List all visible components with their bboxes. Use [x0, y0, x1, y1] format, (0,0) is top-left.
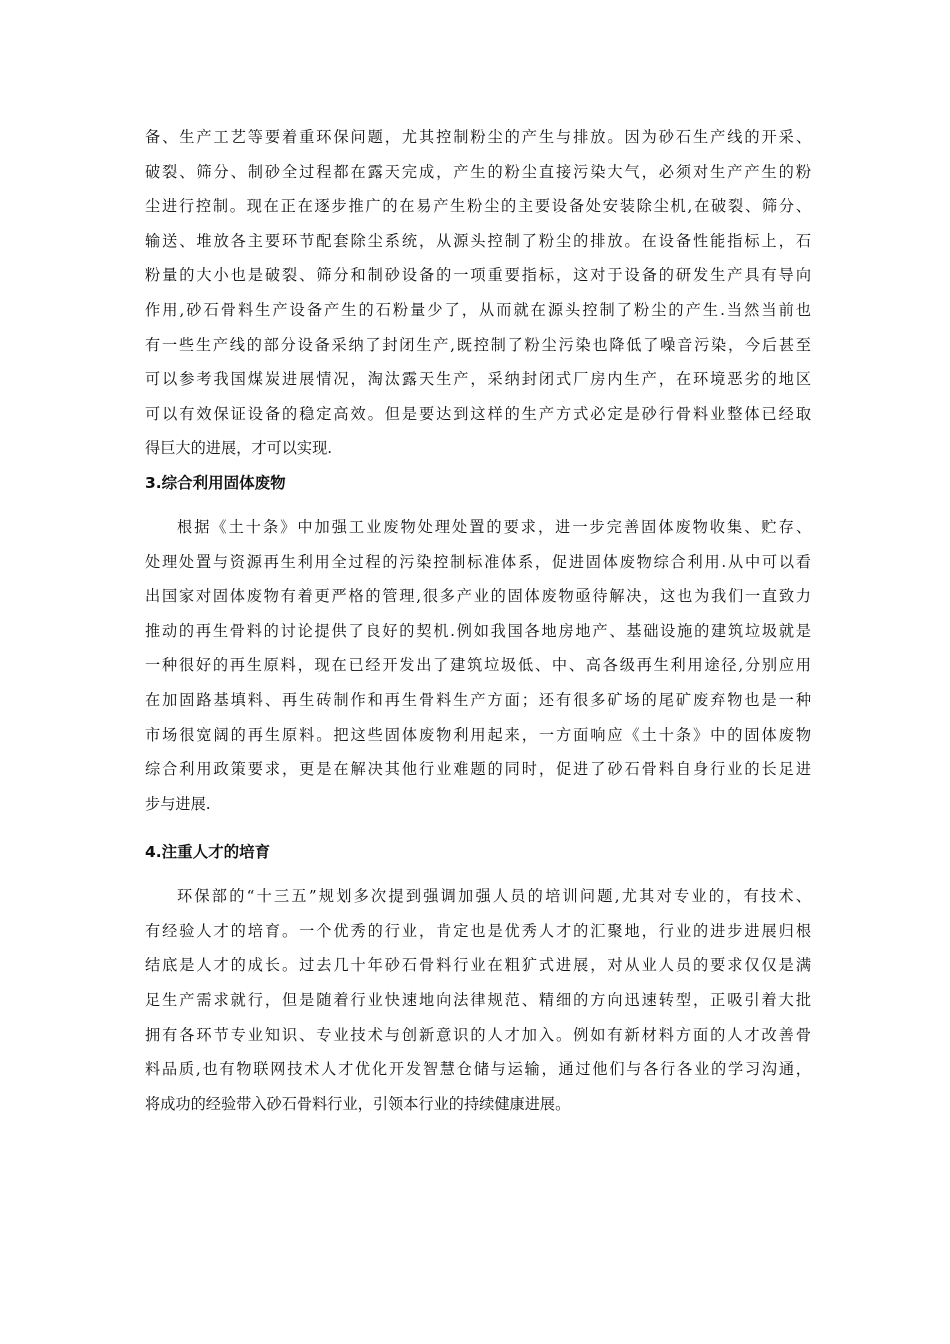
text-line: 足生产需求就行，但是随着行业快速地向法律规范、精细的方向迅速转型，正吸引着大批 — [145, 991, 811, 1010]
text-line: 输送、堆放各主要环节配套除尘系统，从源头控制了粉尘的排放。在设备性能指标上，石 — [145, 231, 811, 250]
text-line: 料品质,也有物联网技术人才优化开发智慧仓储与运输，通过他们与各行各业的学习沟通， — [145, 1060, 811, 1079]
text-line: 备、生产工艺等要着重环保问题，尤其控制粉尘的产生与排放。因为砂石生产线的开采、 — [145, 128, 811, 146]
text-line: 有经验人才的培育。一个优秀的行业，肯定也是优秀人才的汇聚地，行业的进步进展归根 — [145, 921, 811, 940]
document-body — [145, 120, 811, 1121]
text-line: 得巨大的进展，才可以实现. — [145, 439, 333, 458]
text-line: 根据《土十条》中加强工业废物处理处置的要求，进一步完善固体废物收集、贮存、 — [177, 517, 811, 536]
text-line: 结底是人才的成长。过去几十年砂石骨料行业在粗犷式进展，对从业人员的要求仅仅是满 — [145, 956, 811, 975]
text-line: 破裂、筛分、制砂全过程都在露天完成，产生的粉尘直接污染大气，必须对生产产生的粉 — [145, 162, 811, 181]
text-line: 出国家对固体废物有着更严格的管理,很多产业的固体废物亟待解决，这也为我们一直致力 — [145, 587, 811, 606]
section-heading-4: 4.注重人才的培育 — [145, 843, 271, 862]
text-line: 一种很好的再生原料，现在已经开发出了建筑垃圾低、中、高各级再生利用途径,分别应用 — [145, 656, 811, 675]
paragraph-intro — [145, 120, 811, 466]
text-line: 可以参考我国煤炭进展情况，淘汰露天生产，采纳封闭式厂房内生产，在环境恶劣的地区 — [145, 370, 811, 389]
paragraph-section-4 — [145, 879, 811, 1121]
paragraph-section-3 — [145, 510, 811, 821]
text-line: 在加固路基填料、再生砖制作和再生骨料生产方面；还有很多矿场的尾矿废弃物也是一种 — [145, 690, 811, 709]
text-line: 市场很宽阔的再生原料。把这些固体废物利用起来，一方面响应《土十条》中的固体废物 — [145, 725, 811, 744]
text-line: 可以有效保证设备的稳定高效。但是要达到这样的生产方式必定是砂行骨料业整体已经取 — [145, 404, 811, 423]
text-line: 处理处置与资源再生利用全过程的污染控制标准体系，促进固体废物综合利用.从中可以看 — [145, 552, 811, 571]
text-line: 环保部的“十三五”规划多次提到强调加强人员的培训问题,尤其对专业的，有技术、 — [177, 887, 811, 906]
text-line: 综合利用政策要求，更是在解决其他行业难题的同时，促进了砂石骨料自身行业的长足进 — [145, 760, 811, 779]
text-line: 拥有各环节专业知识、专业技术与创新意识的人才加入。例如有新材料方面的人才改善骨 — [145, 1025, 811, 1044]
text-line: 推动的再生骨料的讨论提供了良好的契机.例如我国各地房地产、基础设施的建筑垃圾就是 — [145, 621, 811, 640]
text-line: 粉量的大小也是破裂、筛分和制砂设备的一项重要指标，这对于设备的研发生产具有导向 — [145, 266, 811, 285]
section-heading-3: 3.综合利用固体废物 — [145, 473, 286, 492]
text-line: 有一些生产线的部分设备采纳了封闭生产,既控制了粉尘污染也降低了噪音污染，今后甚至 — [145, 335, 811, 354]
text-line: 步与进展. — [145, 794, 211, 813]
text-line: 尘进行控制。现在正在逐步推广的在易产生粉尘的主要设备处安装除尘机,在破裂、筛分、 — [145, 197, 811, 216]
text-line: 作用,砂石骨料生产设备产生的石粉量少了，从而就在源头控制了粉尘的产生.当然当前也 — [145, 300, 811, 319]
text-line: 将成功的经验带入砂石骨料行业，引领本行业的持续健康进展。 — [145, 1094, 571, 1113]
